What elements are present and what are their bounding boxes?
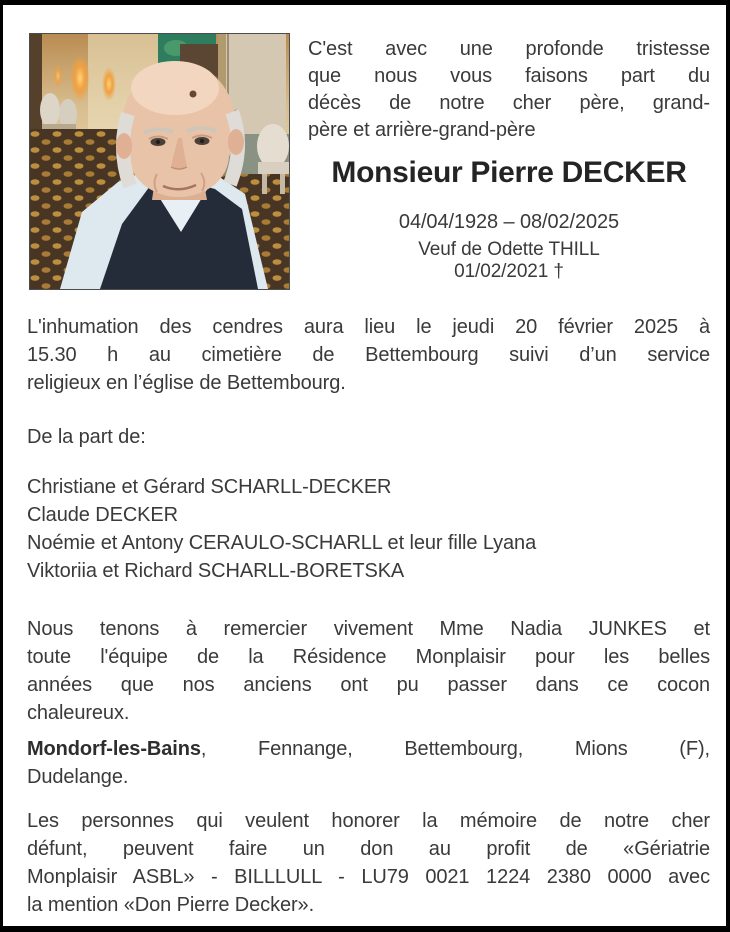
deceased-name: Monsieur Pierre DECKER bbox=[331, 156, 687, 189]
header-text-column bbox=[308, 33, 710, 290]
intro-line: que nous vous faisons part du bbox=[308, 65, 710, 87]
thanks-line: toute l'équipe de la Résidence Monplaisir pour les belles bbox=[27, 646, 710, 668]
locations-line: Dudelange. bbox=[27, 766, 129, 788]
funeral-line: religieux en l’église de Bettembourg. bbox=[27, 372, 346, 394]
thanks-line: Nous tenons à remercier vivement Mme Nadia JUNKES et bbox=[27, 618, 710, 640]
intro-line: père et arrière-grand-père bbox=[308, 119, 536, 141]
donation-line: défunt, peuvent faire un don au profit de «Gériatrie bbox=[27, 838, 710, 860]
funeral-line: 15.30 h au cimetière de Bettembourg suivi d’un service bbox=[27, 344, 710, 366]
donation-line: la mention «Don Pierre Decker». bbox=[27, 894, 315, 916]
birth-death-dates: 04/04/1928 – 08/02/2025 bbox=[398, 211, 620, 233]
donation-paragraph bbox=[27, 807, 710, 919]
widower-date: 01/02/2021 † bbox=[454, 261, 564, 282]
family-member: Noémie et Antony CERAULO-SCHARLL et leur fille Lyana bbox=[27, 532, 537, 554]
widower-line: Veuf de Odette THILL bbox=[418, 239, 600, 260]
donation-line: Monplaisir ASBL» - BILLLULL - LU79 0021 1224 2380 0000 avec bbox=[27, 866, 710, 888]
notice-header bbox=[27, 33, 710, 290]
funeral-paragraph bbox=[27, 313, 710, 397]
portrait-illustration bbox=[30, 34, 289, 289]
portrait-photo bbox=[29, 33, 290, 290]
locations-paragraph bbox=[27, 735, 710, 791]
thanks-paragraph bbox=[27, 615, 710, 727]
locations-rest: , Fennange, Bettembourg, Mions (F), bbox=[200, 738, 710, 760]
locations-line bbox=[27, 735, 710, 763]
family-member: Christiane et Gérard SCHARLL-DECKER bbox=[27, 476, 392, 498]
thanks-line: chaleureux. bbox=[27, 702, 130, 724]
from-label: De la part de: bbox=[27, 426, 146, 448]
notice-content bbox=[3, 33, 726, 919]
widower-note bbox=[308, 239, 710, 283]
family-member: Claude DECKER bbox=[27, 504, 178, 526]
intro-line: décès de notre cher père, grand- bbox=[308, 92, 710, 114]
locations-bold: Mondorf-les-Bains bbox=[27, 738, 201, 760]
funeral-line: L'inhumation des cendres aura lieu le jeudi 20 février 2025 à bbox=[27, 316, 710, 338]
donation-line: Les personnes qui veulent honorer la mémoire de notre cher bbox=[27, 810, 710, 832]
family-list bbox=[27, 473, 710, 585]
intro-line: C'est avec une profonde tristesse bbox=[308, 38, 710, 60]
family-member: Viktoriia et Richard SCHARLL-BORETSKA bbox=[27, 560, 405, 582]
thanks-line: années que nos anciens ont pu passer dans ce cocon bbox=[27, 674, 710, 696]
intro-paragraph bbox=[308, 36, 710, 144]
